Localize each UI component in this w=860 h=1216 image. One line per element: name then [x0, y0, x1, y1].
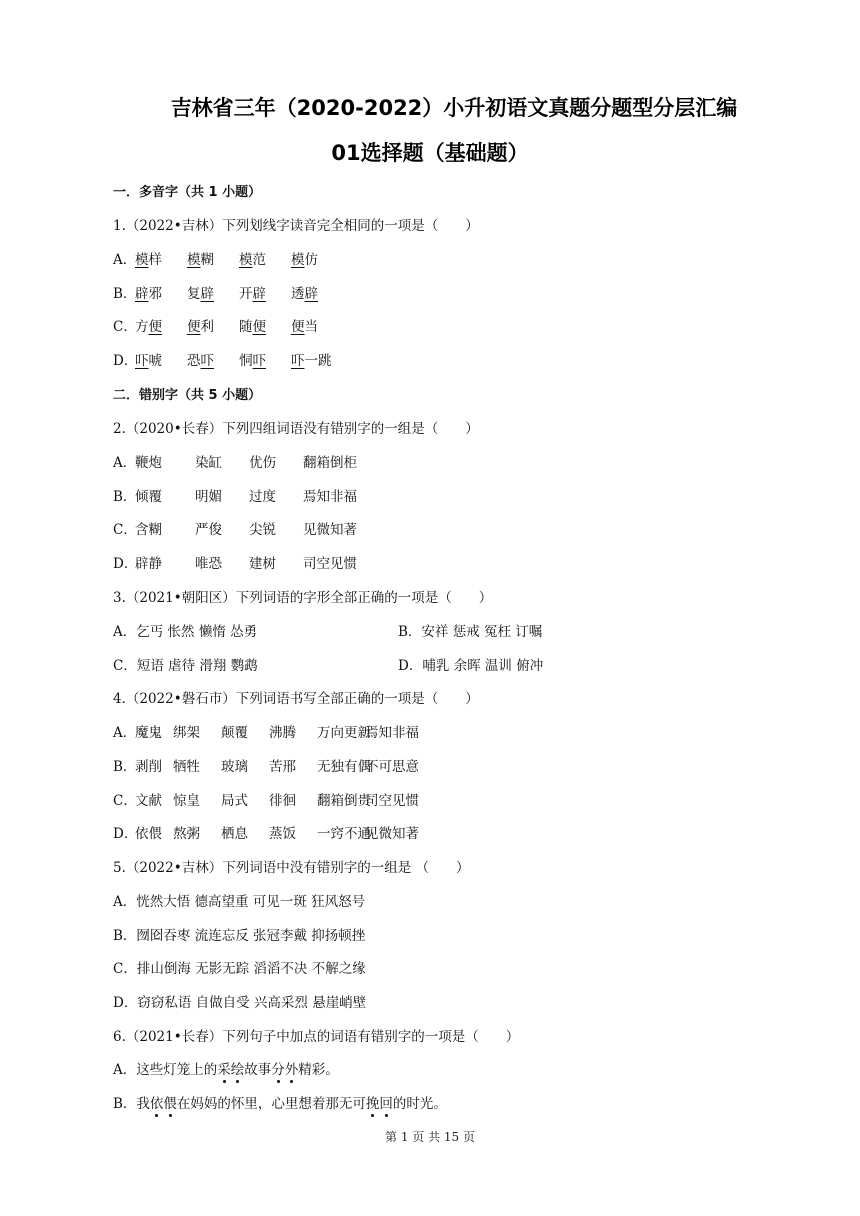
question-6-option-b[interactable]	[113, 1092, 447, 1112]
dotted-char: 挽	[365, 1096, 380, 1112]
word-char: 模	[187, 252, 201, 268]
dotted-word	[366, 1096, 393, 1112]
option-word: 含糊	[135, 522, 162, 538]
option-word	[291, 282, 318, 302]
word-char: 辟	[304, 286, 318, 302]
word-char: 便	[252, 319, 266, 335]
sentence-text: 故事	[244, 1062, 272, 1078]
word-char: 样	[148, 252, 162, 268]
option-word: 焉知非福	[365, 725, 419, 741]
dotted-char: 分	[271, 1062, 285, 1078]
word-char: 当	[304, 319, 318, 335]
option-word: 见微知著	[365, 826, 419, 842]
question-3-option-c[interactable]: C．短语 虐待 滑翔 鹦鹉	[113, 658, 258, 674]
word-char: 透	[291, 286, 305, 302]
question-5-option-a[interactable]: A．恍然大悟 德高望重 可见一斑 狂风怒号	[113, 894, 366, 910]
sentence-text: 精彩。	[298, 1062, 339, 1078]
question-1-option-b[interactable]	[113, 282, 318, 302]
option-word: 辟静	[135, 556, 162, 572]
option-word: 牺牲	[173, 759, 200, 775]
word-char: 吓	[135, 353, 149, 369]
option-word: 魔鬼	[135, 725, 162, 741]
option-word: 颠覆	[221, 725, 248, 741]
option-word: 惊皇	[173, 793, 200, 809]
section-heading-wrong-characters: 二．错别字（共 5 小题）	[113, 388, 262, 403]
option-word	[135, 349, 162, 369]
word-char: 便	[291, 319, 305, 335]
option-word: 苦邢	[269, 759, 296, 775]
dotted-char: 回	[379, 1096, 393, 1112]
word-char: 恫	[239, 353, 253, 369]
question-5-option-d[interactable]: D．窃窃私语 自做自受 兴高采烈 悬崖峭壁	[113, 995, 367, 1011]
question-4-option-c[interactable]	[113, 789, 419, 809]
option-word: 一窍不通	[317, 826, 371, 842]
word-char: 开	[239, 286, 253, 302]
option-word: 倾覆	[135, 489, 162, 505]
dotted-word	[217, 1062, 244, 1078]
option-word: 鞭炮	[135, 455, 162, 471]
option-word	[239, 282, 266, 302]
word-char: 复	[187, 286, 201, 302]
option-word: 绑架	[173, 725, 200, 741]
document-title-line1: 吉林省三年（2020-2022）小升初语文真题分题型分层汇编	[170, 96, 738, 120]
option-word	[135, 248, 162, 268]
option-letter: B．	[113, 1096, 137, 1112]
question-6-option-a[interactable]	[113, 1058, 339, 1078]
document-title-line2: 01选择题（基础题）	[331, 141, 529, 165]
word-char: 便	[148, 319, 162, 335]
page-footer: 第 1 页 共 15 页	[385, 1130, 475, 1144]
option-letter: A．	[113, 1062, 137, 1078]
word-char: 范	[252, 252, 266, 268]
word-char: 辟	[135, 286, 149, 302]
option-word	[187, 282, 214, 302]
option-word: 熬粥	[173, 826, 200, 842]
question-5-option-b[interactable]: B．囫囵吞枣 流连忘反 张冠李戴 抑扬顿挫	[113, 928, 366, 944]
question-1-option-c[interactable]	[113, 315, 318, 335]
option-word: 徘徊	[269, 793, 296, 809]
option-word: 司空见惯	[303, 556, 357, 572]
option-word	[239, 315, 266, 335]
option-letter: A．	[113, 252, 137, 268]
sentence-text: 在妈妈的怀里，心里想着那无可	[176, 1096, 366, 1112]
question-5-option-c[interactable]: C．排山倒海 无影无踪 滔滔不决 不解之缘	[113, 961, 366, 977]
word-char: 辟	[252, 286, 266, 302]
option-letter: C．	[113, 319, 137, 335]
option-word: 玻璃	[221, 759, 248, 775]
question-4-option-d[interactable]	[113, 822, 419, 842]
dotted-word	[150, 1096, 177, 1112]
sentence-text: 的时光。	[392, 1096, 447, 1112]
word-char: 随	[239, 319, 253, 335]
option-word: 染缸	[195, 455, 222, 471]
word-char: 唬	[148, 353, 162, 369]
option-word: 尖锐	[249, 522, 276, 538]
word-char: 一跳	[304, 353, 332, 369]
option-letter: B．	[113, 489, 137, 505]
dotted-char: 外	[284, 1062, 299, 1078]
option-letter: D．	[113, 353, 138, 369]
word-char: 便	[187, 319, 201, 335]
option-word: 建树	[249, 556, 276, 572]
word-char: 吓	[252, 353, 266, 369]
question-2-option-c[interactable]	[113, 518, 357, 538]
dotted-char: 采	[217, 1062, 231, 1078]
option-word	[291, 248, 318, 268]
option-word	[135, 282, 162, 302]
option-word: 焉知非福	[303, 489, 357, 505]
dotted-char: 偎	[163, 1096, 177, 1112]
question-1-option-a[interactable]	[113, 248, 318, 268]
option-word: 栖息	[221, 826, 248, 842]
question-4-option-b[interactable]	[113, 755, 419, 775]
option-letter: C．	[113, 793, 137, 809]
question-2-option-d[interactable]	[113, 552, 357, 572]
option-letter: A．	[113, 725, 137, 741]
word-char: 利	[200, 319, 214, 335]
question-3-option-b[interactable]: B．安祥 惩戒 冤枉 订嘱	[398, 624, 543, 640]
option-letter: C．	[113, 522, 137, 538]
option-word: 严俊	[195, 522, 222, 538]
option-word: 不可思意	[365, 759, 419, 775]
option-word: 文献	[135, 793, 162, 809]
question-3-option-d[interactable]: D．哺乳 余晖 温训 俯冲	[398, 658, 544, 674]
option-word: 万向更新	[317, 725, 371, 741]
dotted-char: 绘	[230, 1062, 245, 1078]
option-word: 局式	[221, 793, 248, 809]
option-word: 依偎	[135, 826, 162, 842]
option-word: 见微知著	[303, 522, 357, 538]
option-word	[187, 349, 214, 369]
word-char: 糊	[200, 252, 214, 268]
word-char: 仿	[304, 252, 318, 268]
option-word: 司空见惯	[365, 793, 419, 809]
option-word: 唯恐	[195, 556, 222, 572]
question-4-stem: 4.（2022•磐石市）下列词语书写全部正确的一项是（ ）	[113, 691, 479, 707]
option-word	[291, 349, 332, 369]
question-4-option-a[interactable]	[113, 721, 419, 741]
question-3-option-a[interactable]: A．乞丐 怅然 懒惰 怂勇	[113, 624, 258, 640]
option-word	[239, 349, 266, 369]
word-char: 模	[291, 252, 305, 268]
option-word: 蒸饭	[269, 826, 296, 842]
question-2-stem: 2.（2020•长春）下列四组词语没有错别字的一组是（ ）	[113, 421, 479, 437]
option-word	[291, 315, 318, 335]
option-letter: B．	[113, 759, 137, 775]
option-letter: A．	[113, 455, 137, 471]
question-3-stem: 3.（2021•朝阳区）下列词语的字形全部正确的一项是（ ）	[113, 590, 493, 606]
question-2-option-b[interactable]	[113, 485, 357, 505]
question-5-stem: 5.（2022•吉林）下列词语中没有错别字的一组是 （ ）	[113, 860, 470, 876]
word-char: 方	[135, 319, 149, 335]
option-word	[187, 315, 214, 335]
option-word: 过度	[249, 489, 276, 505]
option-word: 无独有偶	[317, 759, 371, 775]
sentence-text: 我	[136, 1096, 150, 1112]
option-word: 翻箱倒柜	[303, 455, 357, 471]
option-word: 沸腾	[269, 725, 296, 741]
word-char: 邪	[148, 286, 162, 302]
option-word: 优伤	[249, 455, 276, 471]
word-char: 模	[239, 252, 253, 268]
section-heading-polyphonic: 一．多音字（共 1 小题）	[113, 185, 262, 200]
word-char: 恐	[187, 353, 201, 369]
question-1-stem: 1.（2022•吉林）下列划线字读音完全相同的一项是（ ）	[113, 218, 479, 234]
question-6-stem: 6.（2021•长春）下列句子中加点的词语有错别字的一项是（ ）	[113, 1029, 520, 1045]
option-letter: D．	[113, 826, 138, 842]
dotted-word	[271, 1062, 298, 1078]
option-word	[135, 315, 162, 335]
dotted-char: 依	[149, 1096, 164, 1112]
option-letter: B．	[113, 286, 137, 302]
option-word	[187, 248, 214, 268]
sentence-text: 这些灯笼上的	[136, 1062, 218, 1078]
option-letter: D．	[113, 556, 138, 572]
option-word: 翻箱倒贵	[317, 793, 371, 809]
question-2-option-a[interactable]	[113, 451, 357, 471]
option-word	[239, 248, 266, 268]
word-char: 模	[135, 252, 149, 268]
option-word: 明媚	[195, 489, 222, 505]
word-char: 吓	[200, 353, 214, 369]
option-word: 剥削	[135, 759, 162, 775]
question-1-option-d[interactable]	[113, 349, 332, 369]
word-char: 辟	[200, 286, 214, 302]
word-char: 吓	[291, 353, 305, 369]
